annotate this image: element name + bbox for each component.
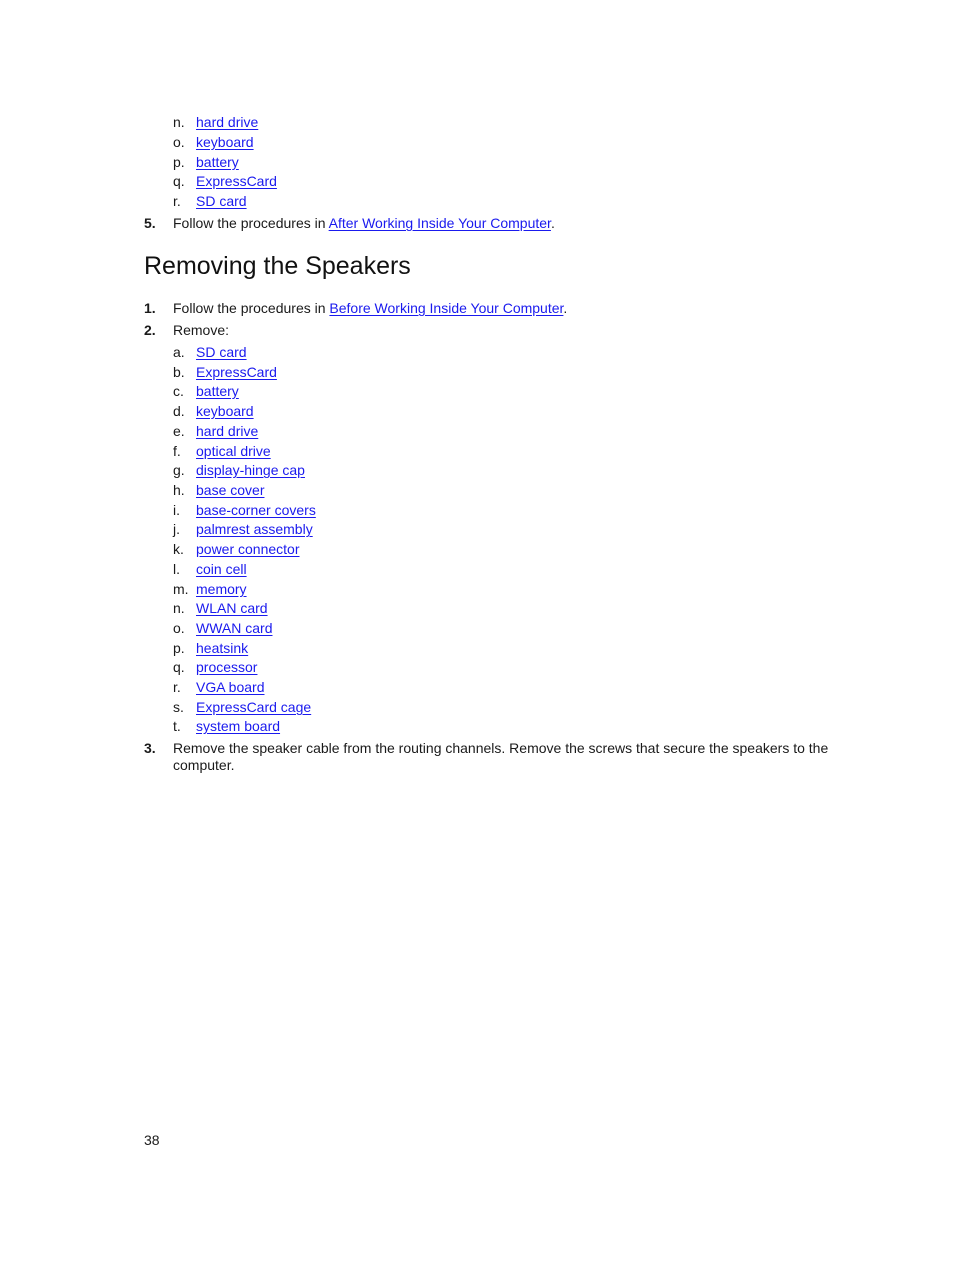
list-letter: g. [173,462,185,478]
list-item [173,442,271,460]
list-letter: l. [173,561,180,577]
list-letter: q. [173,173,185,189]
step-number: 1. [144,300,156,316]
page-number: 38 [144,1132,160,1148]
link-memory[interactable]: memory [196,581,247,597]
step-text: Follow the procedures in [173,300,330,316]
list-item [173,540,300,558]
list-item [173,133,254,151]
link-hard-drive[interactable]: hard drive [196,423,259,439]
list-item [173,599,268,617]
step-text: Remove the speaker cable from the routing channels. Remove the screws that secure the speakers to the computer. [173,740,829,773]
list-item [173,343,247,361]
list-letter: r. [173,679,181,695]
list-item [173,560,247,578]
list-letter: n. [173,114,185,130]
link-sd-card[interactable]: SD card [196,344,247,360]
link-power-connector[interactable]: power connector [196,541,300,557]
list-letter: m. [173,581,189,597]
list-letter: a. [173,344,185,360]
list-letter: o. [173,620,185,636]
link-base-corner-covers[interactable]: base-corner covers [196,502,316,518]
list-item [173,580,247,598]
link-keyboard[interactable]: keyboard [196,134,254,150]
step-text: Follow the procedures in [173,215,329,231]
list-letter: d. [173,403,185,419]
list-item [173,461,305,479]
link-display-hinge-cap[interactable]: display-hinge cap [196,462,305,478]
list-letter: p. [173,154,185,170]
list-item [173,481,264,499]
list-item [173,382,239,400]
link-sd-card[interactable]: SD card [196,193,247,209]
link-vga-board[interactable]: VGA board [196,679,265,695]
step-5 [144,214,555,232]
list-letter: s. [173,699,184,715]
list-letter: e. [173,423,185,439]
link-keyboard[interactable]: keyboard [196,403,254,419]
list-letter: o. [173,134,185,150]
list-item [173,153,239,171]
list-item [173,113,258,131]
list-item [173,619,272,637]
link-battery[interactable]: battery [196,383,239,399]
step-number: 3. [144,740,156,756]
list-letter: t. [173,718,181,734]
list-item [173,172,277,190]
list-item [173,658,257,676]
list-letter: q. [173,659,185,675]
list-item [173,192,247,210]
link-battery[interactable]: battery [196,154,239,170]
list-letter: b. [173,364,185,380]
link-after-working-inside[interactable]: After Working Inside Your Computer [328,215,551,231]
list-item [173,422,258,440]
link-optical-drive[interactable]: optical drive [196,443,271,459]
step-text: Remove: [173,322,230,338]
list-letter: h. [173,482,185,498]
section-title: Removing the Speakers [144,252,411,280]
list-letter: n. [173,600,185,616]
link-base-cover[interactable]: base cover [196,482,265,498]
link-wlan-card[interactable]: WLAN card [196,600,268,616]
list-letter: p. [173,640,185,656]
list-letter: c. [173,383,184,399]
step-number: 2. [144,322,156,338]
list-letter: i. [173,502,180,518]
link-palmrest-assembly[interactable]: palmrest assembly [196,521,313,537]
step-2 [144,321,229,339]
list-letter: k. [173,541,184,557]
link-wwan-card[interactable]: WWAN card [196,620,273,636]
link-processor[interactable]: processor [196,659,258,675]
list-item [173,698,311,716]
link-before-working-inside[interactable]: Before Working Inside Your Computer [329,300,564,316]
list-item [173,678,265,696]
link-system-board[interactable]: system board [196,718,281,734]
list-letter: r. [173,193,181,209]
step-1 [144,299,567,317]
list-item [173,639,248,657]
link-expresscard[interactable]: ExpressCard [196,173,277,189]
list-item [173,717,280,735]
link-expresscard-cage[interactable]: ExpressCard cage [196,699,312,715]
list-item [173,501,316,519]
link-heatsink[interactable]: heatsink [196,640,249,656]
step-end: . [563,300,568,316]
step-number: 5. [144,215,156,231]
list-item [173,520,313,538]
list-item [173,363,277,381]
step-3 [144,740,834,774]
list-letter: f. [173,443,181,459]
step-end: . [550,215,555,231]
link-expresscard[interactable]: ExpressCard [196,364,277,380]
link-hard-drive[interactable]: hard drive [196,114,259,130]
link-coin-cell[interactable]: coin cell [196,561,247,577]
list-letter: j. [173,521,180,537]
list-item [173,402,254,420]
